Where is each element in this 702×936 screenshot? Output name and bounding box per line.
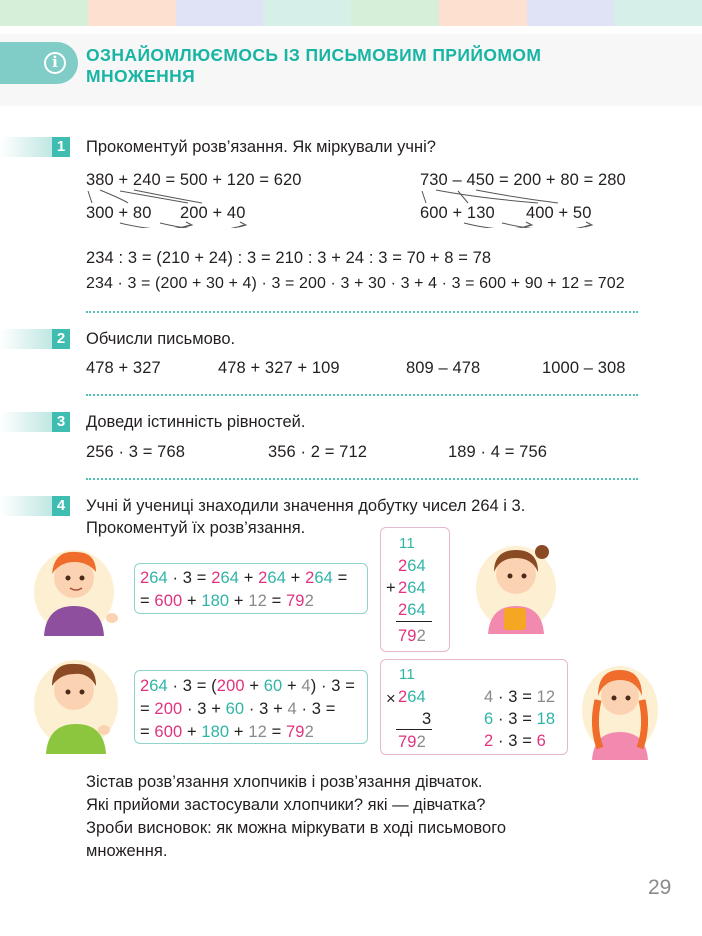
sum-line (396, 621, 432, 622)
multiplicand: 264 (398, 688, 426, 706)
partial-product: 6 · 3 = 18 (484, 710, 556, 728)
task-1-text: Прокоментуй розв’язання. Як міркували учні? (86, 138, 436, 156)
multiplication-line: 234 · 3 = (200 + 30 + 4) · 3 = 200 · 3 + 30 · 3 + 4 · 3 = 600 + 90 + 12 = 702 (86, 275, 625, 292)
task-number-2: 2 (0, 329, 70, 349)
stripe (263, 0, 351, 26)
carry-digits: 11 (399, 666, 415, 683)
task-3-item: 256 · 3 = 768 (86, 443, 186, 461)
stripe (614, 0, 702, 26)
dotted-divider (86, 478, 638, 480)
task-2-item: 478 + 327 (86, 359, 161, 377)
info-icon: i (44, 52, 66, 74)
task-2-item: 809 – 478 (406, 359, 481, 377)
times-sign: × (386, 690, 396, 708)
addend-row: 264 (398, 557, 426, 575)
girl-red-braids-illustration (578, 656, 662, 760)
conclusion-line: Зістав розв’язання хлопчиків і розв’язання дівчаток. (86, 773, 483, 791)
partial-product: 4 · 3 = 12 (484, 688, 556, 706)
solution-1-line-1: 264 · 3 = 264 + 264 + 264 = (140, 569, 348, 587)
stripe (88, 0, 176, 26)
page-number: 29 (648, 876, 672, 899)
plus-sign: + (386, 579, 396, 597)
task-3-text: Доведи істинність рівностей. (86, 413, 306, 431)
title-badge (0, 42, 78, 84)
solution-1-line-2: = 600 + 180 + 12 = 792 (140, 592, 314, 610)
partial-product: 2 · 3 = 6 (484, 732, 546, 750)
conclusion-line: Зроби висновок: як можна міркувати в ході письмового (86, 819, 507, 837)
equation-730-450: 730 – 450 = 200 + 80 = 280 (420, 171, 626, 189)
task-number-1: 1 (0, 137, 70, 157)
stripe (527, 0, 615, 26)
split-600-130: 600 + 130 (420, 204, 495, 222)
addend-row: 264 (398, 579, 426, 597)
stripe (0, 0, 88, 26)
stripe (351, 0, 439, 26)
solution-2-line-3: = 600 + 180 + 12 = 792 (140, 723, 314, 741)
boy-red-hair-illustration (30, 540, 124, 636)
task-4-text-line2: Прокоментуй їх розв’язання. (86, 519, 306, 537)
conclusion-line: Які прийоми застосували хлопчики? які — дівчатка? (86, 796, 486, 814)
product-line (396, 729, 432, 730)
task-2-item: 1000 – 308 (542, 359, 626, 377)
task-2-item: 478 + 327 + 109 (218, 359, 340, 377)
split-300-80: 300 + 80 (86, 204, 152, 222)
task-number-4: 4 (0, 496, 70, 516)
multiplier: 3 (422, 710, 432, 728)
split-arrows-right (418, 186, 608, 228)
split-200-40: 200 + 40 (180, 204, 246, 222)
product-result: 792 (398, 733, 426, 751)
top-color-stripes (0, 0, 702, 26)
task-3-item: 189 · 4 = 756 (448, 443, 548, 461)
task-4-text-line1: Учні й учениці знаходили значення добутку чисел 264 і 3. (86, 497, 526, 515)
addend-row: 264 (398, 601, 426, 619)
dotted-divider (86, 311, 638, 313)
division-line: 234 : 3 = (210 + 24) : 3 = 210 : 3 + 24 : 3 = 70 + 8 = 78 (86, 249, 492, 267)
carry-digits: 11 (399, 535, 415, 552)
boy-brown-hair-illustration (30, 650, 124, 754)
task-2-text: Обчисли письмово. (86, 330, 236, 348)
solution-2-line-1: 264 · 3 = (200 + 60 + 4) · 3 = (140, 677, 355, 695)
task-number-3: 3 (0, 412, 70, 432)
equation-380-240: 380 + 240 = 500 + 120 = 620 (86, 171, 302, 189)
stripe (176, 0, 264, 26)
task-3-item: 356 · 2 = 712 (268, 443, 368, 461)
solution-2-line-2: = 200 · 3 + 60 · 3 + 4 · 3 = (140, 700, 336, 718)
dotted-divider (86, 394, 638, 396)
split-400-50: 400 + 50 (526, 204, 592, 222)
split-arrows-left (84, 186, 264, 228)
page-title: ОЗНАЙОМЛЮЄМОСЬ ІЗ ПИСЬМОВИМ ПРИЙОМОМ МНОЖЕННЯ (86, 45, 542, 86)
girl-with-cup-illustration (470, 534, 562, 634)
stripe (439, 0, 527, 26)
conclusion-line: множення. (86, 842, 168, 860)
sum-result: 792 (398, 627, 426, 645)
